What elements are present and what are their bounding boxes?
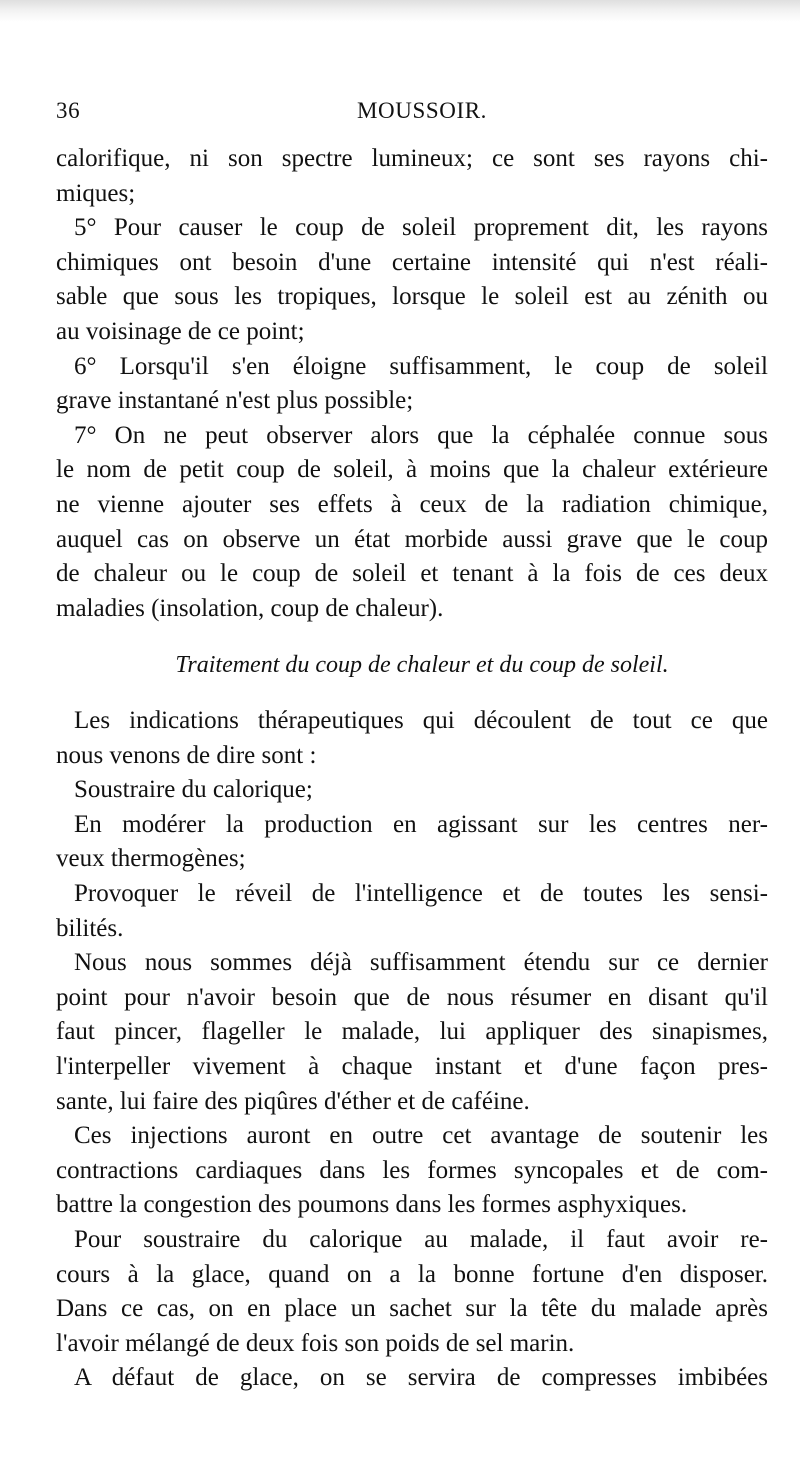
text-line: Les indications thérapeutiques qui découlent de tout ce que <box>74 707 768 734</box>
text-line: contractions cardiaques dans les formes syncopales et de com- <box>56 1156 768 1184</box>
text-line: l'interpeller vivement à chaque instant et d'une façon pres- <box>56 1052 768 1080</box>
text-line: 5° Pour causer le coup de soleil proprement dit, les rayons <box>74 214 768 242</box>
page-number: 36 <box>56 98 81 123</box>
text-line: ne vienne ajouter ses effets à ceux de la radiation chimique, <box>56 490 768 518</box>
text-line: En modérer la production en agissant sur les centres ner- <box>74 810 768 838</box>
text-line: chimiques ont besoin d'une certaine intensité qui n'est réali- <box>56 248 768 276</box>
text-line: sable que sous les tropiques, lorsque le soleil est au zénith ou <box>56 283 768 311</box>
scan-edge-shading <box>0 0 800 22</box>
text-line: sante, lui faire des piqûres d'éther et de caféine. <box>56 1087 530 1115</box>
text-line: veux thermogènes; <box>56 845 246 873</box>
text-line: calorifique, ni son spectre lumineux; ce sont ses rayons chi- <box>56 145 768 172</box>
text-line: au voisinage de ce point; <box>56 317 305 345</box>
body-text-block-2 <box>56 704 768 1396</box>
text-line: de chaleur ou le coup de soleil et tenant à la fois de ces deux <box>56 560 768 588</box>
body-text-block <box>56 142 768 626</box>
page-header <box>56 98 768 134</box>
text-line: Nous nous sommes déjà suffisamment étendu sur ce dernier <box>74 949 768 977</box>
running-head: MOUSSOIR. <box>356 98 487 123</box>
text-line: auquel cas on observe un état morbide aussi grave que le coup <box>56 525 768 553</box>
text-line: A défaut de glace, on se servira de compresses imbibées <box>74 1364 768 1392</box>
text-line: bilités. <box>56 914 124 942</box>
text-line: cours à la glace, quand on a la bonne fortune d'en disposer. <box>56 1260 768 1288</box>
text-line: miques; <box>56 179 136 207</box>
text-line: Soustraire du calorique; <box>74 776 313 804</box>
text-line: 7° On ne peut observer alors que la céphalée connue sous <box>74 421 768 449</box>
text-line: faut pincer, flageller le malade, lui appliquer des sinapismes, <box>56 1018 768 1046</box>
text-line: battre la congestion des poumons dans les formes asphyxiques. <box>56 1191 688 1219</box>
text-line: maladies (insolation, coup de chaleur). <box>56 594 444 622</box>
text-line: grave instantané n'est plus possible; <box>56 387 414 415</box>
text-line: l'avoir mélangé de deux fois son poids de sel marin. <box>56 1329 575 1357</box>
text-line: nous venons de dire sont : <box>56 741 317 769</box>
text-line: Ces injections auront en outre cet avantage de soutenir les <box>74 1122 768 1150</box>
text-line: Pour soustraire du calorique au malade, il faut avoir re- <box>74 1225 768 1253</box>
text-line: Provoquer le réveil de l'intelligence et de toutes les sensi- <box>74 879 768 907</box>
text-line: le nom de petit coup de soleil, à moins que la chaleur extérieure <box>56 456 768 484</box>
text-line: Dans ce cas, on en place un sachet sur la tête du malade après <box>56 1295 768 1323</box>
text-line: 6° Lorsqu'il s'en éloigne suffisamment, le coup de soleil <box>74 352 768 380</box>
text-line: point pour n'avoir besoin que de nous résumer en disant qu'il <box>56 983 768 1011</box>
section-heading: Traitement du coup de chaleur et du coup de soleil. <box>175 652 669 678</box>
